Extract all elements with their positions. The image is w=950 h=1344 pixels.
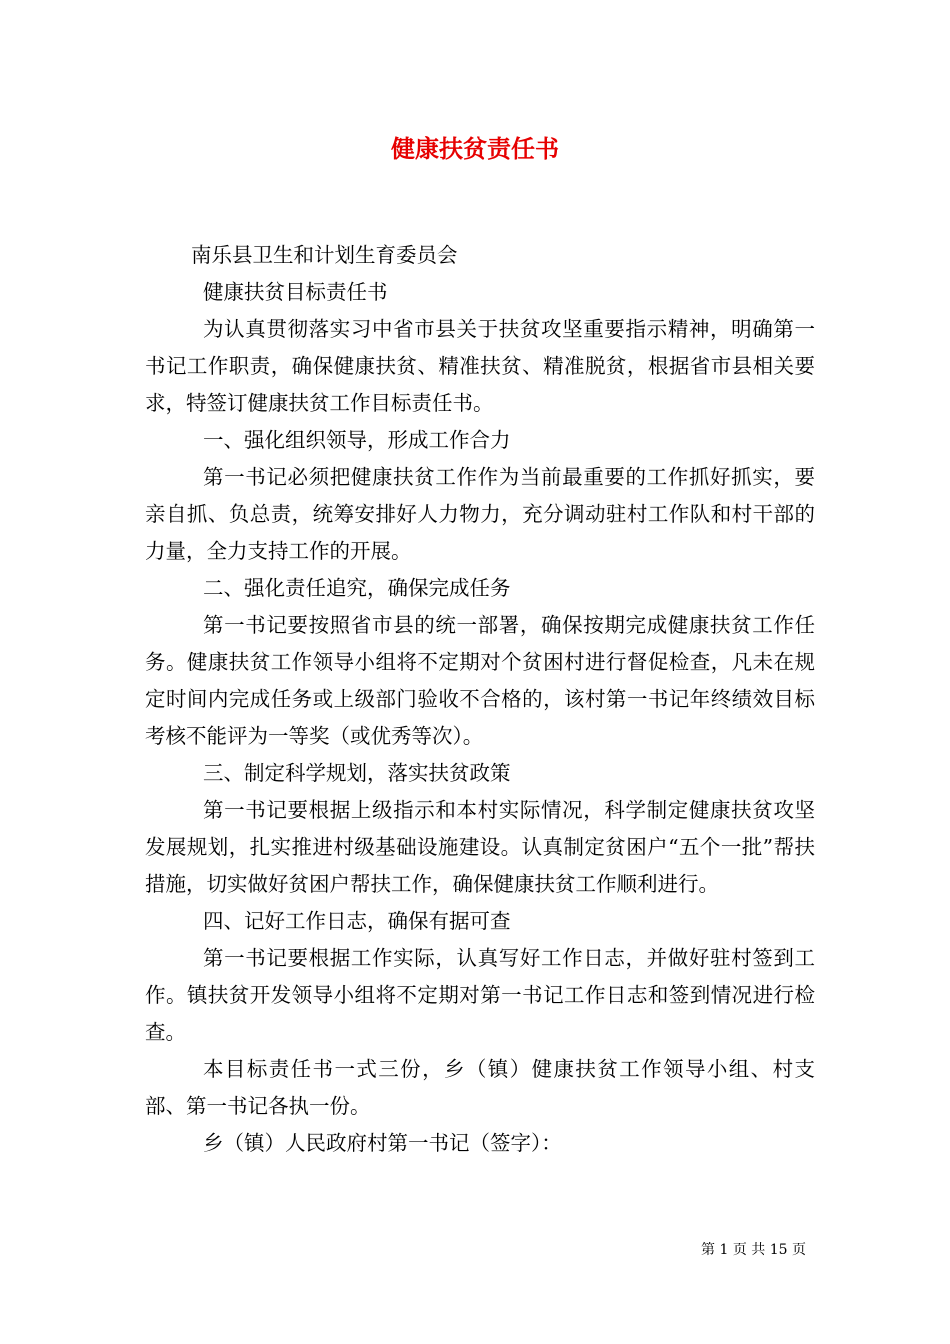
- page-number-footer: 第 1 页 共 15 页: [701, 1242, 806, 1258]
- section-paragraph-2: 第一书记要按照省市县的统一部署，确保按期完成健康扶贫工作任务。健康扶贫工作领导小组将不定期对个贫困村进行督促检查，凡未在规定时间内完成任务或上级部门验收不合格的，该村第一书记年终绩效目标考核不能评为一等奖（或优秀等次）。: [145, 613, 815, 748]
- signature-line: 乡（镇）人民政府村第一书记（签字）：: [203, 1131, 562, 1155]
- section-heading-4: 四、记好工作日志，确保有据可查: [203, 909, 511, 933]
- subtitle-line: 健康扶贫目标责任书: [203, 280, 388, 304]
- intro-paragraph: 为认真贯彻落实习中省市县关于扶贫攻坚重要指示精神，明确第一书记工作职责，确保健康扶贫、精准扶贫、精准脱贫，根据省市县相关要求，特签订健康扶贫工作目标责任书。: [145, 317, 815, 415]
- section-heading-2: 二、强化责任追究，确保完成任务: [203, 576, 511, 600]
- section-paragraph-4: 第一书记要根据工作实际，认真写好工作日志，并做好驻村签到工作。镇扶贫开发领导小组将不定期对第一书记工作日志和签到情况进行检查。: [145, 946, 815, 1044]
- section-heading-3: 三、制定科学规划，落实扶贫政策: [203, 761, 511, 785]
- copies-paragraph: 本目标责任书一式三份，乡（镇）健康扶贫工作领导小组、村支部、第一书记各执一份。: [145, 1057, 815, 1118]
- org-name-line: 南乐县卫生和计划生育委员会: [191, 243, 458, 267]
- section-heading-1: 一、强化组织领导，形成工作合力: [203, 428, 511, 452]
- document-title: 健康扶贫责任书: [391, 134, 559, 163]
- section-paragraph-3: 第一书记要根据上级指示和本村实际情况，科学制定健康扶贫攻坚发展规划，扎实推进村级基础设施建设。认真制定贫困户“五个一批”帮扶措施，切实做好贫困户帮扶工作，确保健康扶贫工作顺利进行。: [145, 798, 815, 896]
- section-paragraph-1: 第一书记必须把健康扶贫工作作为当前最重要的工作抓好抓实，要亲自抓、负总责，统筹安排好人力物力，充分调动驻村工作队和村干部的力量，全力支持工作的开展。: [145, 465, 815, 563]
- document-body: [145, 237, 815, 1162]
